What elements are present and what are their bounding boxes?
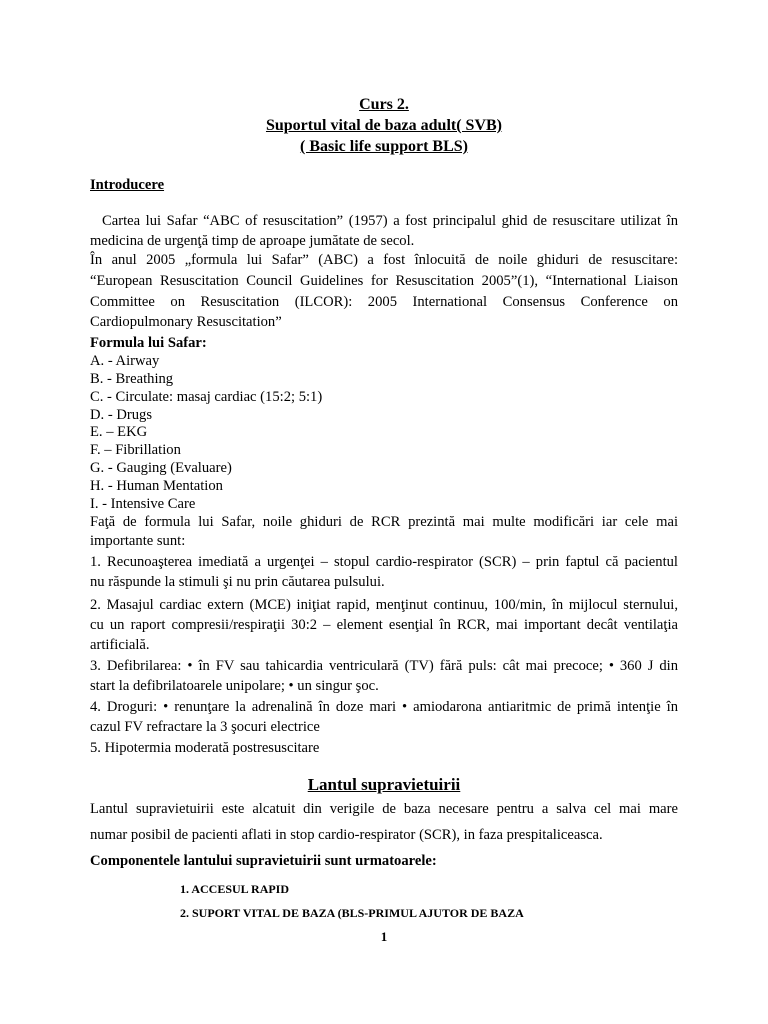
intro-text-line: Cardiopulmonary Resuscitation”: [90, 314, 282, 330]
formula-item: C. - Circulate: masaj cardiac (15:2; 5:1): [90, 389, 323, 405]
intro-text-line: medicina de urgenţă timp de aproape jumătate de secol.: [90, 233, 415, 249]
changes-text-line: 3. Defibrilarea: • în FV sau tahicardia ventriculară (TV) fără puls: cât mai precoce; • 360 J din: [90, 658, 678, 674]
changes-text-line: 4. Droguri: • renunţare la adrenalină în doze mari • amiodarona antiaritmic de primă intenţie în: [90, 699, 678, 715]
formula-item: E. – EKG: [90, 424, 148, 440]
intro-text-line: “European Resuscitation Council Guidelines for Resuscitation 2005”(1), “International Liaison: [90, 273, 678, 289]
component-item: 2. SUPORT VITAL DE BAZA (BLS-PRIMUL AJUTOR DE BAZA: [180, 906, 524, 920]
formula-item: H. - Human Mentation: [90, 478, 223, 494]
chain-text-line: numar posibil de pacienti aflati in stop cardio-respirator (SCR), in faza prespitaliceasca.: [90, 827, 603, 843]
formula-item: D. - Drugs: [90, 407, 153, 423]
chain-heading: Lantul supravietuirii: [307, 775, 461, 794]
formula-item: A. - Airway: [90, 353, 160, 369]
changes-text-line: artificială.: [90, 637, 150, 653]
formula-item: B. - Breathing: [90, 371, 174, 387]
changes-text-line: 1. Recunoaşterea imediată a urgenţei – stopul cardio-respirator (SCR) – prin faptul că pacientul: [90, 554, 678, 570]
changes-text-line: 2. Masajul cardiac extern (MCE) iniţiat rapid, menţinut continuu, 100/min, în mijlocul sternului,: [90, 597, 678, 613]
chain-text-line: Lantul supravietuirii este alcatuit din verigile de baza necesare pentru a salva cel mai mare: [90, 801, 678, 817]
components-heading: Componentele lantului supravietuirii sunt urmatoarele:: [90, 853, 437, 869]
intro-heading: Introducere: [90, 177, 165, 193]
changes-text-line: cu un raport compresii/respiraţii 30:2 – element esenţial în RCR, mai important decât ventilaţia: [90, 617, 678, 633]
document-subtitle: ( Basic life support BLS): [299, 138, 468, 155]
course-number: Curs 2.: [359, 96, 409, 113]
changes-text-line: nu răspunde la stimuli şi nu prin căutarea pulsului.: [90, 574, 385, 590]
page-number: 1: [380, 929, 388, 944]
intro-text-line: Cartea lui Safar “ABC of resuscitation” (1957) a fost principalul ghid de resuscitare utilizat în: [102, 213, 678, 229]
formula-item: F. – Fibrillation: [90, 442, 181, 458]
changes-text-line: importante sunt:: [90, 533, 186, 549]
component-item: 1. ACCESUL RAPID: [180, 882, 290, 896]
formula-heading: Formula lui Safar:: [90, 335, 207, 351]
document-title: Suportul vital de baza adult( SVB): [265, 117, 503, 134]
changes-text-line: 5. Hipotermia moderată postresuscitare: [90, 740, 320, 756]
intro-text-line: În anul 2005 „formula lui Safar” (ABC) a fost înlocuită de noile ghiduri de resuscitare:: [90, 252, 678, 268]
formula-item: I. - Intensive Care: [90, 496, 196, 512]
intro-text-line: Committee on Resuscitation (ILCOR): 2005 International Consensus Conference on: [90, 294, 678, 310]
changes-text-line: Faţă de formula lui Safar, noile ghiduri de RCR prezintă mai multe modificări iar cele mai: [90, 514, 678, 530]
changes-text-line: start la defibrilatoarele unipolare; • un singur şoc.: [90, 678, 379, 694]
formula-item: G. - Gauging (Evaluare): [90, 460, 232, 476]
changes-text-line: cazul FV refractare la 3 şocuri electrice: [90, 719, 320, 735]
